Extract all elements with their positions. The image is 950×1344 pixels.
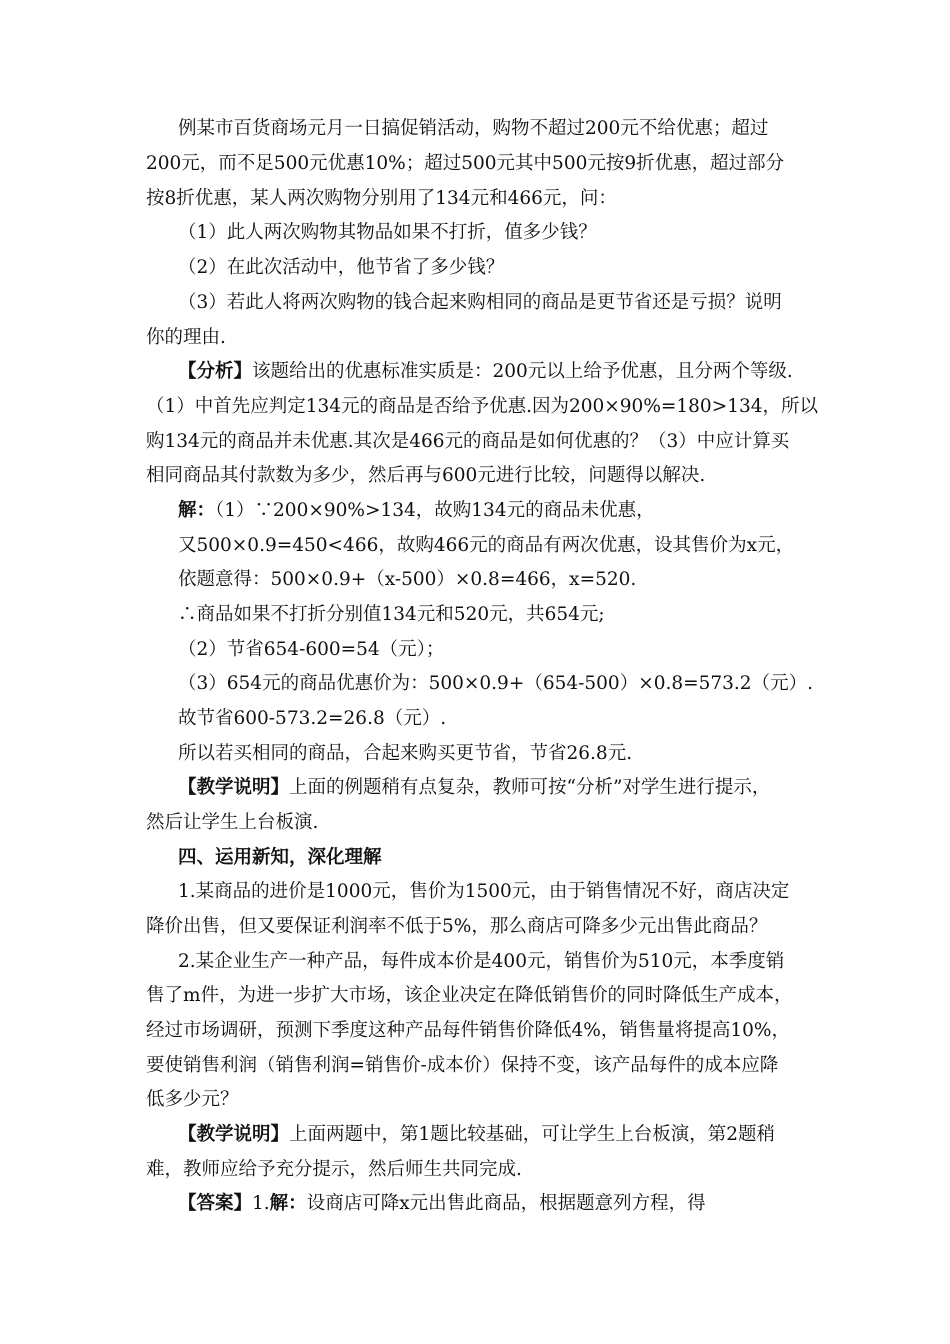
question-1: （1）此人两次购物其物品如果不打折，值多少钱？ (178, 222, 597, 243)
analysis-text-1: 该题给出的优惠标准实质是：200元以上给予优惠，且分两个等级. (252, 361, 793, 382)
answer-line-1 (178, 1192, 706, 1216)
teaching-note-2-text-1: 上面两题中，第1题比较基础，可让学生上台板演，第2题稍 (289, 1124, 776, 1145)
solution-label: 解： (178, 500, 216, 521)
question-3-line-1: （3）若此人将两次购物的钱合起来购相同的商品是更节省还是亏损？说明 (178, 292, 782, 313)
problem-2-line-2: 售了m件，为进一步扩大市场，该企业决定在降低销售价的同时降低生产成本， (146, 985, 793, 1006)
solution-line-6: （3）654元的商品优惠价为：500×0.9+（654-500）×0.8=573.2（元）. (178, 673, 813, 694)
section-4-heading: 四、运用新知，深化理解 (178, 847, 382, 868)
question-2: （2）在此次活动中，他节省了多少钱？ (178, 257, 505, 278)
teaching-note-2-label: 【教学说明】 (178, 1124, 290, 1145)
answer-solve-label: 解： (269, 1193, 307, 1214)
solution-line-5: （2）节省654-600=54（元）； (178, 639, 445, 660)
answer-text: 设商店可降x元出售此商品，根据题意列方程，得 (306, 1193, 706, 1214)
answer-label: 【答案】 (178, 1193, 253, 1214)
teaching-note-2-line-1 (178, 1123, 775, 1147)
teaching-note-1-line-2: 然后让学生上台板演. (146, 812, 319, 833)
analysis-label: 【分析】 (178, 361, 253, 382)
solution-line-2: 又500×0.9=450<466，故购466元的商品有两次优惠，设其售价为x元， (178, 535, 795, 556)
teaching-note-2-line-2: 难，教师应给予充分提示，然后师生共同完成. (146, 1159, 522, 1180)
problem-2-line-5: 低多少元？ (146, 1089, 239, 1110)
problem-2-line-3: 经过市场调研，预测下季度这种产品每件销售价降低4%，销售量将提高10%， (146, 1020, 790, 1041)
solution-line-8: 所以若买相同的商品，合起来购买更节省，节省26.8元. (178, 743, 633, 764)
problem-1-line-1: 1.某商品的进价是1000元，售价为1500元，由于销售情况不好，商店决定 (178, 881, 790, 902)
solution-line-3: 依题意得：500×0.9+（x-500）×0.8=466，x=520. (178, 569, 637, 590)
answer-number: 1. (252, 1193, 270, 1214)
example-line-3: 按8折优惠，某人两次购物分别用了134元和466元，问： (146, 188, 617, 209)
teaching-note-1-text-1: 上面的例题稍有点复杂，教师可按“分析”对学生进行提示， (289, 777, 771, 798)
problem-2-line-4: 要使销售利润（销售利润=销售价-成本价）保持不变，该产品每件的成本应降 (146, 1055, 779, 1076)
solution-line-4: ∴商品如果不打折分别值134元和520元，共654元; (178, 604, 605, 625)
solution-line-7: 故节省600-573.2=26.8（元）. (178, 708, 447, 729)
solution-line-1 (178, 499, 655, 523)
question-3-line-2: 你的理由. (146, 327, 226, 348)
analysis-line-4: 相同商品其付款数为多少，然后再与600元进行比较，问题得以解决. (146, 465, 706, 486)
teaching-note-1-line-1 (178, 776, 770, 800)
problem-1-line-2: 降价出售，但又要保证利润率不低于5%，那么商店可降多少元出售此商品？ (146, 916, 768, 937)
example-line-2: 200元，而不足500元优惠10%；超过500元其中500元按9折优惠，超过部分 (146, 153, 785, 174)
analysis-line-1 (178, 360, 793, 384)
problem-2-line-1: 2.某企业生产一种产品，每件成本价是400元，销售价为510元，本季度销 (178, 951, 785, 972)
analysis-line-2: （1）中首先应判定134元的商品是否给予优惠.因为200×90%=180>134，所以 (146, 396, 819, 417)
teaching-note-1-label: 【教学说明】 (178, 777, 290, 798)
analysis-line-3: 购134元的商品并未优惠.其次是466元的商品是如何优惠的？（3）中应计算买 (146, 431, 790, 452)
solution-text-1: （1）∵200×90%>134，故购134元的商品未优惠， (215, 500, 655, 521)
example-line-1: 例某市百货商场元月一日搞促销活动，购物不超过200元不给优惠；超过 (178, 118, 769, 139)
